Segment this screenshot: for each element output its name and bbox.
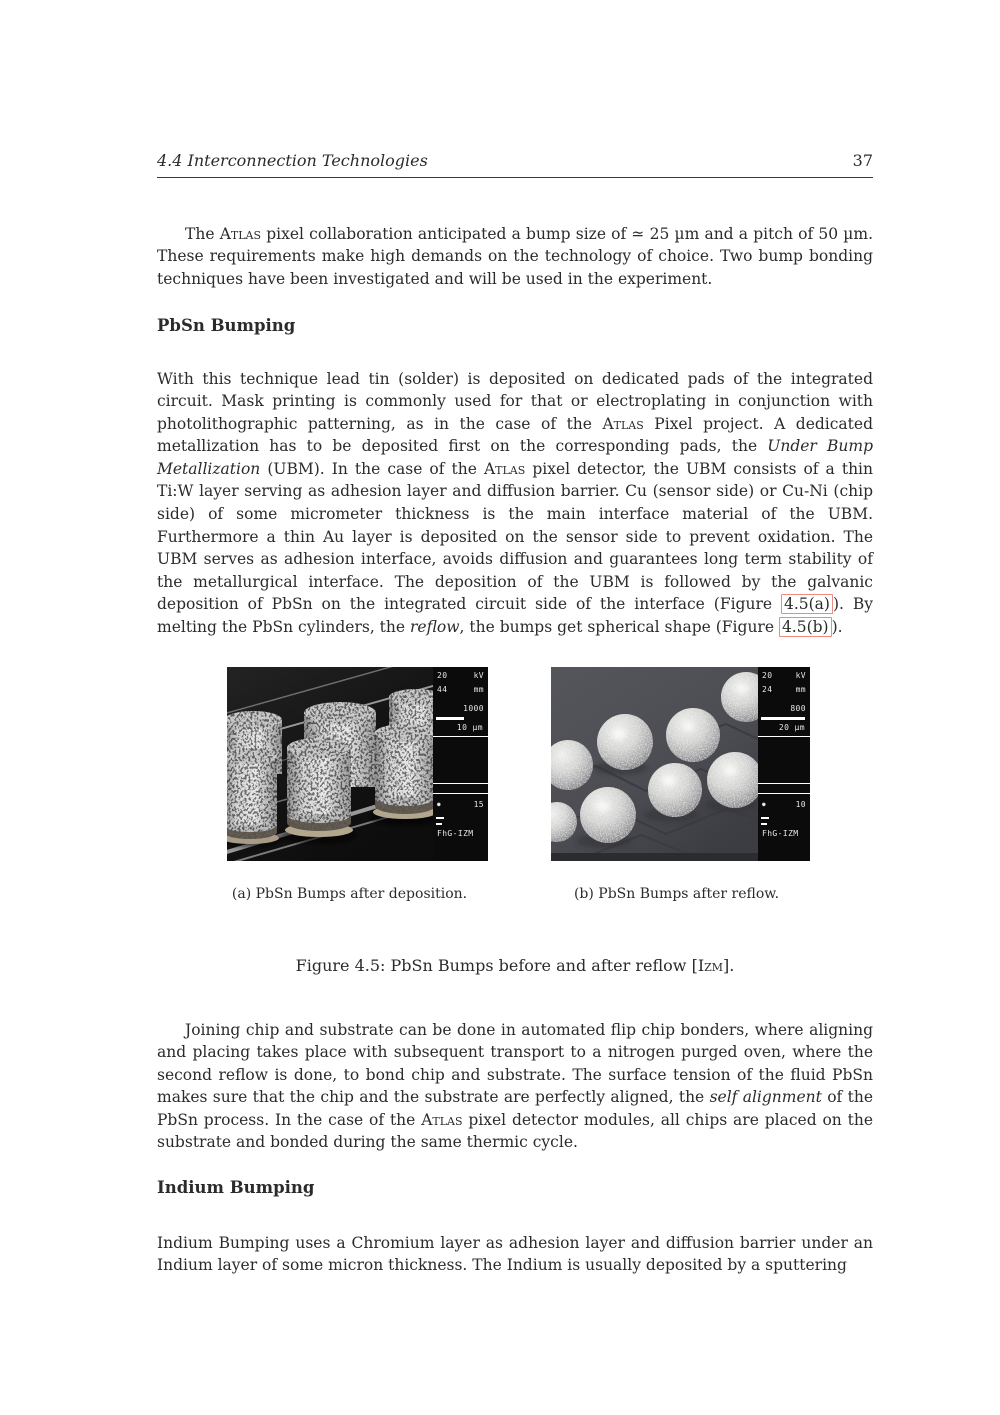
text-segment: Atlas (483, 459, 526, 478)
heading-pbsn-bumping: PbSn Bumping (157, 316, 296, 335)
sem-voltage-value: 20 (762, 671, 773, 680)
sem-voltage-value: 20 (437, 671, 448, 680)
text-segment: pixel collaboration anticipated a bump size of ≃ 25 µm and a pitch of 50 µm. These requirements make high demands on the technology of choice. Two bump bonding techniques have been investigated and will be used in the experiment. (157, 224, 874, 288)
text-segment: ). By melting the PbSn cylinders, the (157, 595, 873, 637)
paragraph-indium (157, 1232, 873, 1277)
paragraph-pbsn-technique (157, 368, 873, 639)
text-segment: pixel detector modules, all chips are placed on the substrate and bonded during the same thermic cycle. (157, 1110, 873, 1152)
sem-scale-row (758, 723, 810, 732)
text-segment: Under Bump Metallization (157, 437, 873, 478)
sem-scale-bar (436, 717, 464, 720)
sem-scale-label: 20 µm (778, 723, 805, 732)
sem-divider-line (433, 736, 488, 737)
sem-spot-row (433, 800, 488, 809)
sem-divider-line (758, 793, 810, 794)
sem-distance-unit: mm (473, 685, 484, 694)
sem-distance-row (758, 685, 810, 694)
text-segment: ). (831, 618, 843, 637)
spot-marker-icon: ● (762, 801, 767, 808)
text-segment: With this technique lead tin (solder) is deposited on dedicated pads of the integrated circuit. Mask printing is commonly used for that or electroplating in conjunction with photolithographic patterning, as in the case of the (157, 369, 873, 433)
sem-voltage-unit: kV (795, 671, 806, 680)
sem-spot-value: 10 (795, 800, 806, 809)
text-segment: , the bumps get spherical shape (Figure (459, 618, 779, 637)
sem-scale-bar (761, 717, 805, 720)
sem-voltage-row (758, 671, 810, 680)
sem-distance-unit: mm (795, 685, 806, 694)
sem-lab-name: FhG-IZM (762, 829, 799, 838)
sem-voltage-unit: kV (473, 671, 484, 680)
calibration-mark (436, 823, 442, 825)
sem-divider-line (758, 736, 810, 737)
subfigure-b (551, 667, 810, 861)
text-segment: Pixel project. A dedicated metallization has to be deposited first on the corresponding pads, the (157, 414, 873, 456)
sem-distance-row (433, 685, 488, 694)
text-segment: Atlas (219, 224, 262, 243)
calibration-mark (436, 817, 444, 819)
text-segment: The (185, 224, 220, 243)
sem-data-bar-right (758, 667, 810, 861)
calibration-mark (761, 817, 769, 819)
sem-lab-row (433, 829, 488, 838)
paragraph-intro (157, 223, 873, 291)
text-segment: reflow (410, 618, 460, 637)
text-segment: Joining chip and substrate can be done in automated flip chip bonders, where aligning and placing takes place with subsequent transport to a nitrogen purged oven, where the second reflow is done, to bond chip and substrate. The surface tension of the fluid PbSn makes sure that the chip and the substrate are perfectly aligned, the (157, 1020, 873, 1107)
sem-lab-row (758, 829, 810, 838)
subcaption-b: (b) PbSn Bumps after reflow. (573, 886, 780, 902)
sem-distance-value: 24 (762, 685, 773, 694)
page-number: 37 (852, 151, 873, 170)
sem-lab-name: FhG-IZM (437, 829, 474, 838)
paragraph-joining (157, 1019, 873, 1155)
sem-voltage-row (433, 671, 488, 680)
spot-marker-icon: ● (437, 801, 442, 808)
sem-divider-line (758, 783, 810, 784)
text-segment: Izm (697, 956, 724, 975)
section-header: 4.4 Interconnection Technologies (157, 151, 428, 170)
sem-magnification-row (433, 704, 488, 713)
text-segment: of the PbSn process. In the case of the (157, 1088, 873, 1129)
sem-data-bar-left (433, 667, 488, 861)
sem-distance-value: 44 (437, 685, 448, 694)
figure-caption (157, 956, 873, 975)
sem-magnification-row (758, 704, 810, 713)
text-segment: Indium Bumping uses a Chromium layer as adhesion layer and diffusion barrier under an Indium layer of some micron thickness. The Indium is usually deposited by a sputtering (157, 1233, 873, 1275)
sem-divider-line (433, 793, 488, 794)
subfigure-a (227, 667, 488, 861)
text-segment: Figure 4.5: PbSn Bumps before and after reflow [ (295, 956, 698, 975)
heading-indium-bumping: Indium Bumping (157, 1178, 315, 1197)
sem-scale-row (433, 723, 488, 732)
sem-divider-line (433, 783, 488, 784)
sem-magnification-value: 800 (790, 704, 806, 713)
running-header (157, 151, 873, 178)
figure-ref-link[interactable]: 4.5(a) (781, 594, 833, 614)
text-segment: pixel detector, the UBM consists of a thin Ti:W layer serving as adhesion layer and diffusion barrier. Cu (sensor side) or Cu-Ni (chip side) of some micrometer thickness is the main interface material of the UBM. Furthermore a thin Au layer is deposited on the sensor side to prevent oxidation. The UBM serves as adhesion interface, avoids diffusion and guarantees long term stability of the metallurgical interface. The deposition of the UBM is followed by the galvanic deposition of PbSn on the integrated circuit side of the interface (Figure (157, 459, 873, 614)
calibration-mark (761, 823, 767, 825)
subcaption-a: (a) PbSn Bumps after deposition. (231, 886, 468, 902)
sem-image-deposition (227, 667, 433, 861)
sem-scale-label: 10 µm (456, 723, 483, 732)
text-segment: Atlas (602, 414, 644, 433)
sem-magnification-value: 1000 (463, 704, 484, 713)
figure-ref-link[interactable]: 4.5(b) (779, 617, 832, 637)
sem-image-reflow (551, 667, 758, 861)
text-segment: self alignment (709, 1088, 822, 1107)
text-segment: (UBM). In the case of the (260, 459, 484, 478)
text-segment: ]. (723, 956, 735, 975)
sem-spot-row (758, 800, 810, 809)
text-segment: Atlas (421, 1110, 463, 1129)
sem-spot-value: 15 (473, 800, 484, 809)
